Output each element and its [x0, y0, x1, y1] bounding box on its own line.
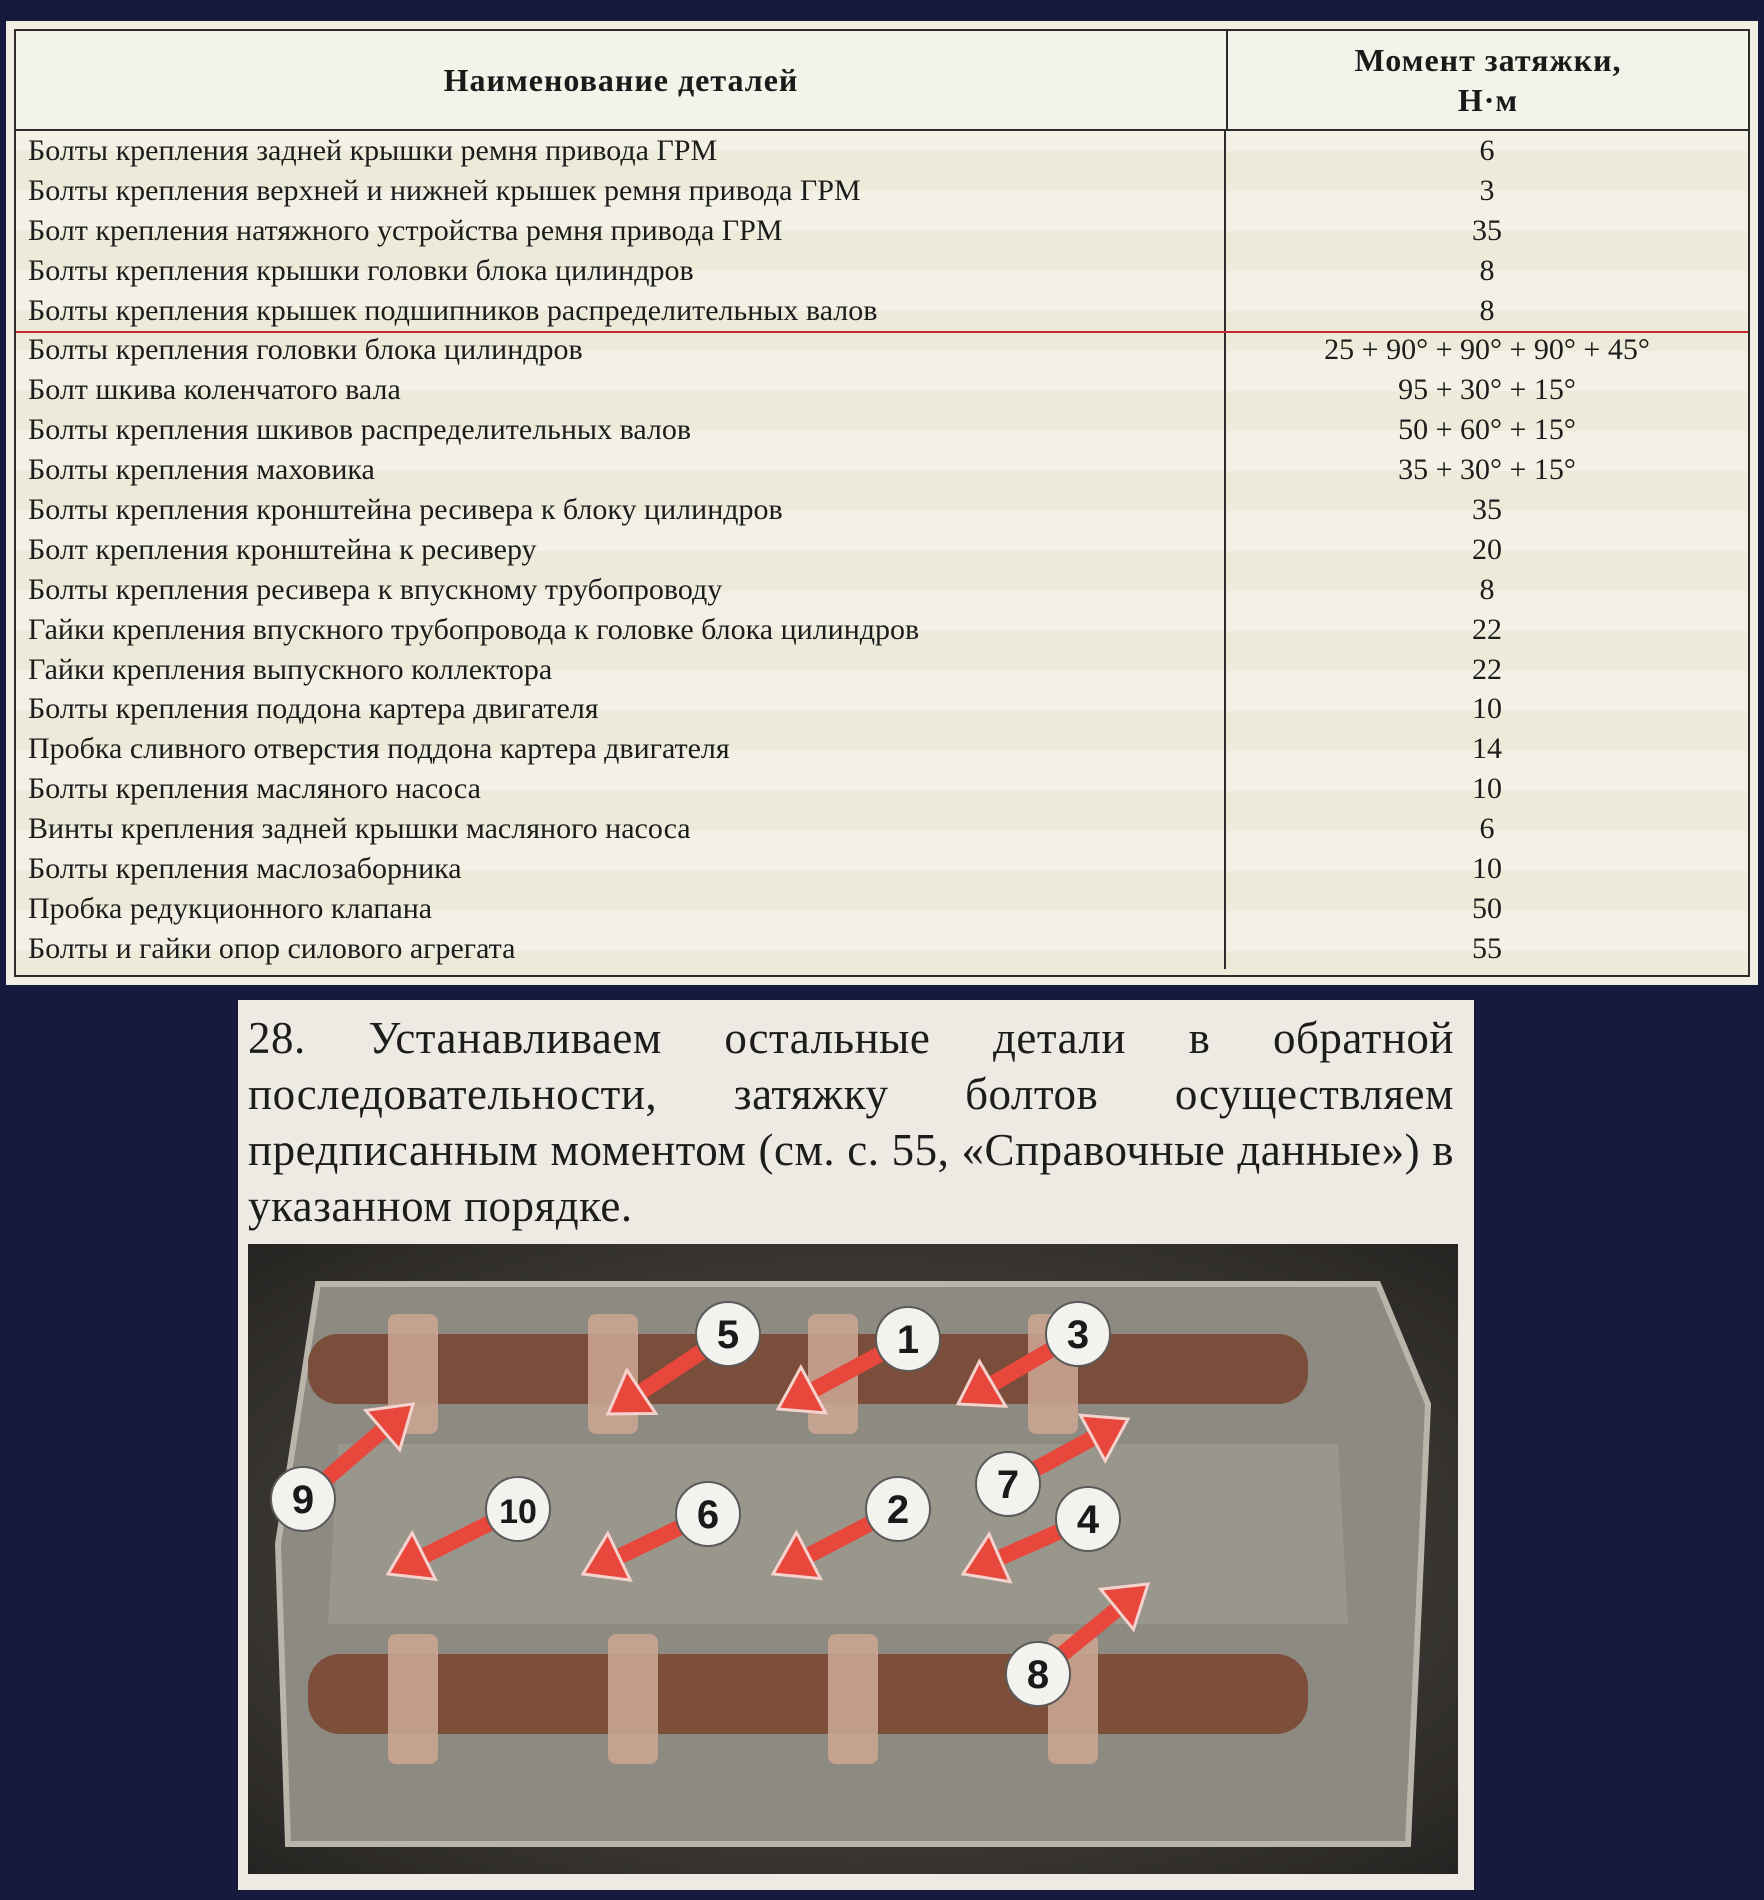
torque-value-cell: 10 [1472, 692, 1502, 726]
table-row [16, 490, 1748, 530]
part-name-cell: Пробка сливного отверстия поддона картера двигателя [16, 729, 1226, 769]
torque-value-cell: 10 [1472, 772, 1502, 806]
part-name-cell: Болты крепления маслозаборника [16, 849, 1226, 889]
instruction-page [238, 1000, 1474, 1890]
callout-number: 1 [896, 1318, 920, 1362]
table-row [16, 689, 1748, 729]
torque-value-cell: 14 [1472, 732, 1502, 766]
torque-value-cell: 6 [1479, 134, 1495, 167]
part-name-cell: Болт крепления натяжного устройства ремня привода ГРМ [16, 211, 1226, 251]
callout-number: 10 [499, 1493, 537, 1531]
torque-value-cell: 95 + 30° + 15° [1398, 373, 1576, 407]
torque-table [14, 29, 1750, 977]
table-row [16, 330, 1748, 370]
torque-value-cell: 3 [1479, 173, 1495, 207]
table-row [16, 131, 1748, 171]
callout-number: 5 [716, 1313, 740, 1357]
callout-number: 7 [996, 1463, 1020, 1507]
table-row [16, 769, 1748, 809]
torque-value-cell: 10 [1472, 852, 1502, 886]
table-row [16, 370, 1748, 410]
torque-value-cell: 22 [1472, 652, 1502, 686]
cylinder-head-photo [248, 1244, 1458, 1874]
part-name-cell: Болты крепления верхней и нижней крышек ремня привода ГРМ [16, 171, 1226, 211]
torque-value-cell: 20 [1472, 532, 1502, 566]
torque-value-cell: 8 [1479, 293, 1495, 327]
part-name-cell: Гайки крепления впускного трубопровода к головке блока цилиндров [16, 610, 1226, 650]
part-name-cell: Болты и гайки опор силового агрегата [16, 929, 1226, 969]
header-torque [1228, 31, 1748, 129]
cylinder-head-illustration [248, 1244, 1458, 1874]
table-body [16, 131, 1748, 975]
callout-number: 2 [886, 1488, 910, 1532]
part-name-cell: Пробка редукционного клапана [16, 889, 1226, 929]
torque-value-cell: 25 + 90° + 90° + 90° + 45° [1324, 333, 1650, 367]
callout-number: 3 [1066, 1313, 1090, 1357]
torque-value-cell: 22 [1472, 612, 1502, 646]
table-row [16, 809, 1748, 849]
table-row [16, 650, 1748, 690]
callout-number: 6 [696, 1493, 720, 1537]
header-part-name: Наименование деталей [16, 31, 1228, 129]
part-name-cell: Болты крепления маховика [16, 450, 1226, 490]
table-row [16, 291, 1748, 331]
table-row [16, 450, 1748, 490]
table-row [16, 729, 1748, 769]
table-header [16, 31, 1748, 131]
part-name-cell: Болты крепления головки блока цилиндров [16, 330, 1226, 370]
callout-number: 9 [291, 1478, 315, 1522]
table-row [16, 251, 1748, 291]
torque-value-cell: 50 + 60° + 15° [1398, 413, 1576, 447]
part-name-cell: Болт шкива коленчатого вала [16, 370, 1226, 410]
part-name-cell: Гайки крепления выпускного коллектора [16, 650, 1226, 690]
table-row [16, 889, 1748, 929]
torque-value-cell: 8 [1479, 253, 1495, 287]
part-name-cell: Болты крепления ресивера к впускному трубопроводу [16, 570, 1226, 610]
part-name-cell: Винты крепления задней крышки масляного насоса [16, 809, 1226, 849]
table-row [16, 929, 1748, 969]
table-row [16, 530, 1748, 570]
torque-table-scan [6, 21, 1758, 985]
torque-value-cell: 35 [1472, 213, 1502, 247]
part-name-cell: Болты крепления задней крышки ремня привода ГРМ [16, 131, 1226, 171]
torque-value-cell: 55 [1472, 931, 1502, 965]
torque-value-cell: 8 [1479, 572, 1495, 606]
torque-value-cell: 35 [1472, 493, 1502, 527]
table-row [16, 849, 1748, 889]
table-row [16, 410, 1748, 450]
instruction-text: 28. Устанавливаем остальные детали в обратной последовательности, затяжку болтов осуществляем предписанным моментом (см. с. 55, «Справочные данные») в указанном порядке. [248, 1013, 1454, 1231]
torque-value-cell: 35 + 30° + 15° [1398, 453, 1576, 487]
header-torque-line1: Момент затяжки, [1354, 42, 1622, 78]
part-name-cell: Болты крепления шкивов распределительных валов [16, 410, 1226, 450]
callout-number: 8 [1026, 1653, 1050, 1697]
header-torque-unit: Н·м [1457, 82, 1519, 118]
table-row [16, 171, 1748, 211]
red-divider-line [16, 331, 1748, 333]
callout-number: 4 [1076, 1498, 1100, 1542]
part-name-cell: Болты крепления крышек подшипников распределительных валов [16, 291, 1226, 331]
part-name-cell: Болт крепления кронштейна к ресиверу [16, 530, 1226, 570]
table-row [16, 211, 1748, 251]
table-row [16, 570, 1748, 610]
part-name-cell: Болты крепления поддона картера двигателя [16, 689, 1226, 729]
part-name-cell: Болты крепления масляного насоса [16, 769, 1226, 809]
part-name-cell: Болты крепления кронштейна ресивера к блоку цилиндров [16, 490, 1226, 530]
torque-value-cell: 6 [1479, 812, 1495, 846]
torque-value-cell: 50 [1472, 891, 1502, 925]
table-row [16, 610, 1748, 650]
part-name-cell: Болты крепления крышки головки блока цилиндров [16, 251, 1226, 291]
